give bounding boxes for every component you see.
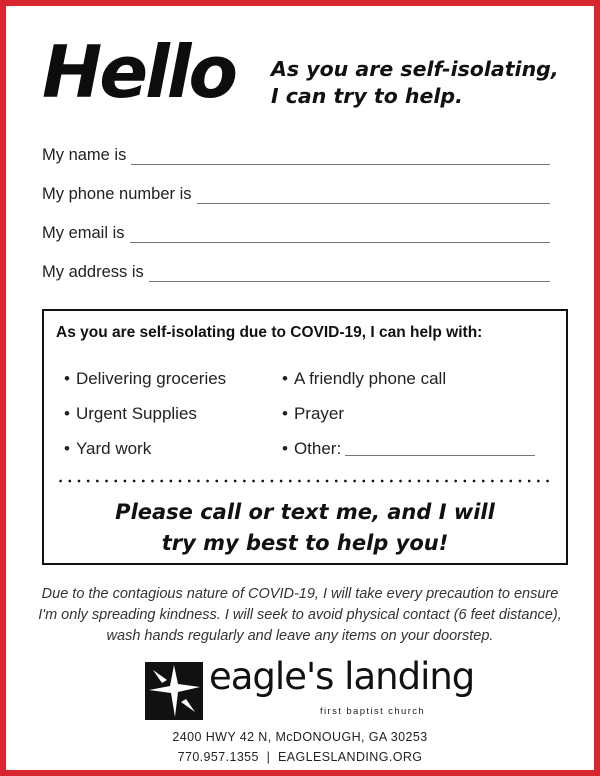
name-field[interactable] (42, 143, 550, 165)
help-item-prayer (282, 404, 344, 424)
help-box-heading: As you are self-isolating due to COVID-19, I can help with: (56, 324, 483, 341)
phone-field[interactable] (42, 182, 550, 204)
phone-blank-line[interactable] (197, 188, 551, 204)
help-item-label: A friendly phone call (293, 369, 447, 388)
bullet-glyph: • (282, 439, 288, 458)
church-logo (145, 655, 475, 722)
email-blank-line[interactable] (130, 227, 550, 243)
phone-label: My phone number is (42, 185, 192, 203)
help-item-label: Other: (293, 439, 342, 458)
help-item-yard-work (64, 439, 151, 459)
logo-wordmark: eagle's landing (209, 655, 475, 698)
bullet-glyph: • (282, 404, 288, 423)
callout-line-2: try my best to help you! (161, 531, 449, 555)
disclaimer-line-1: Due to the contagious nature of COVID-19, I will take every precaution to ensure (41, 586, 559, 602)
disclaimer-line-2: I'm only spreading kindness. I will seek to avoid physical contact (6 feet distance), (38, 607, 562, 623)
cross-logo-icon (145, 662, 203, 720)
street-address: 2400 HWY 42 N, McDONOUGH, GA 30253 (172, 730, 428, 744)
name-label: My name is (42, 146, 127, 164)
contact-block (6, 727, 594, 767)
bullet-glyph: • (64, 404, 70, 423)
bullet-glyph: • (282, 369, 288, 388)
other-blank-line[interactable] (345, 441, 535, 456)
separator: | (266, 750, 271, 764)
tagline-line-2: I can try to help. (271, 84, 463, 108)
disclaimer (26, 584, 574, 647)
help-item-label: Urgent Supplies (75, 404, 197, 423)
phone-number: 770.957.1355 (177, 750, 259, 764)
help-box (42, 309, 568, 565)
help-item-label: Prayer (293, 404, 345, 423)
phone-web-line (6, 747, 594, 767)
callout-text (44, 497, 566, 559)
name-blank-line[interactable] (131, 149, 550, 165)
help-item-groceries (64, 369, 226, 389)
address-field[interactable] (42, 260, 550, 282)
address-label: My address is (42, 263, 144, 281)
help-item-supplies (64, 404, 197, 424)
email-field[interactable] (42, 221, 550, 243)
help-item-label: Delivering groceries (75, 369, 227, 388)
email-label: My email is (42, 224, 125, 242)
help-item-label: Yard work (75, 439, 152, 458)
hello-heading: Hello (42, 30, 235, 114)
bullet-glyph: • (64, 369, 70, 388)
website: EAGLESLANDING.ORG (278, 750, 423, 764)
logo-subtitle: first baptist church (320, 706, 426, 717)
address-blank-line[interactable] (149, 266, 550, 282)
tagline-line-1: As you are self-isolating, (271, 57, 559, 81)
bullet-glyph: • (64, 439, 70, 458)
tagline (271, 56, 559, 110)
disclaimer-line-3: wash hands regularly and leave any items on your doorstep. (106, 628, 494, 644)
callout-line-1: Please call or text me, and I will (115, 500, 495, 524)
help-item-other (282, 439, 535, 459)
help-item-phone-call (282, 369, 446, 389)
dotted-divider (56, 479, 554, 483)
